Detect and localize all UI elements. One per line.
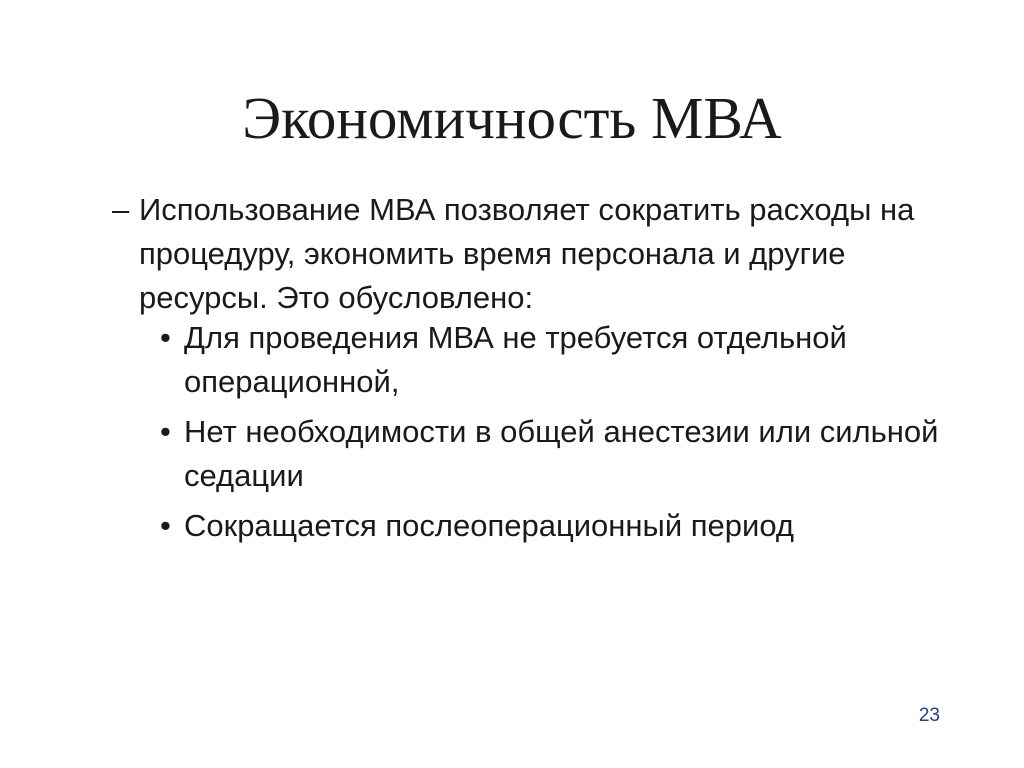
- sub-bullet-text: Нет необходимости в общей анестезии или сильной седации: [184, 414, 939, 493]
- sub-bullet-item: [160, 410, 960, 498]
- slide-title: Экономичность МВА: [242, 85, 782, 151]
- sub-bullet-item: [160, 316, 960, 404]
- bullet-marker: •: [160, 414, 171, 449]
- bullet-marker: •: [160, 320, 171, 355]
- main-bullet-text: Использование МВА позволяет сократить расходы на процедуру, экономить время персонала и другие ресурсы. Это обусловлено:: [139, 192, 915, 315]
- sub-bullet-text: Для проведения МВА не требуется отдельной операционной,: [184, 320, 847, 399]
- main-bullet: [112, 188, 972, 320]
- sub-bullet-item: [160, 504, 960, 548]
- sub-bullet-text: Сокращается послеоперационный период: [184, 508, 794, 543]
- sub-bullet-list: [160, 316, 960, 554]
- bullet-marker: •: [160, 508, 171, 543]
- page-number: 23: [918, 705, 940, 726]
- dash-marker: –: [112, 192, 130, 227]
